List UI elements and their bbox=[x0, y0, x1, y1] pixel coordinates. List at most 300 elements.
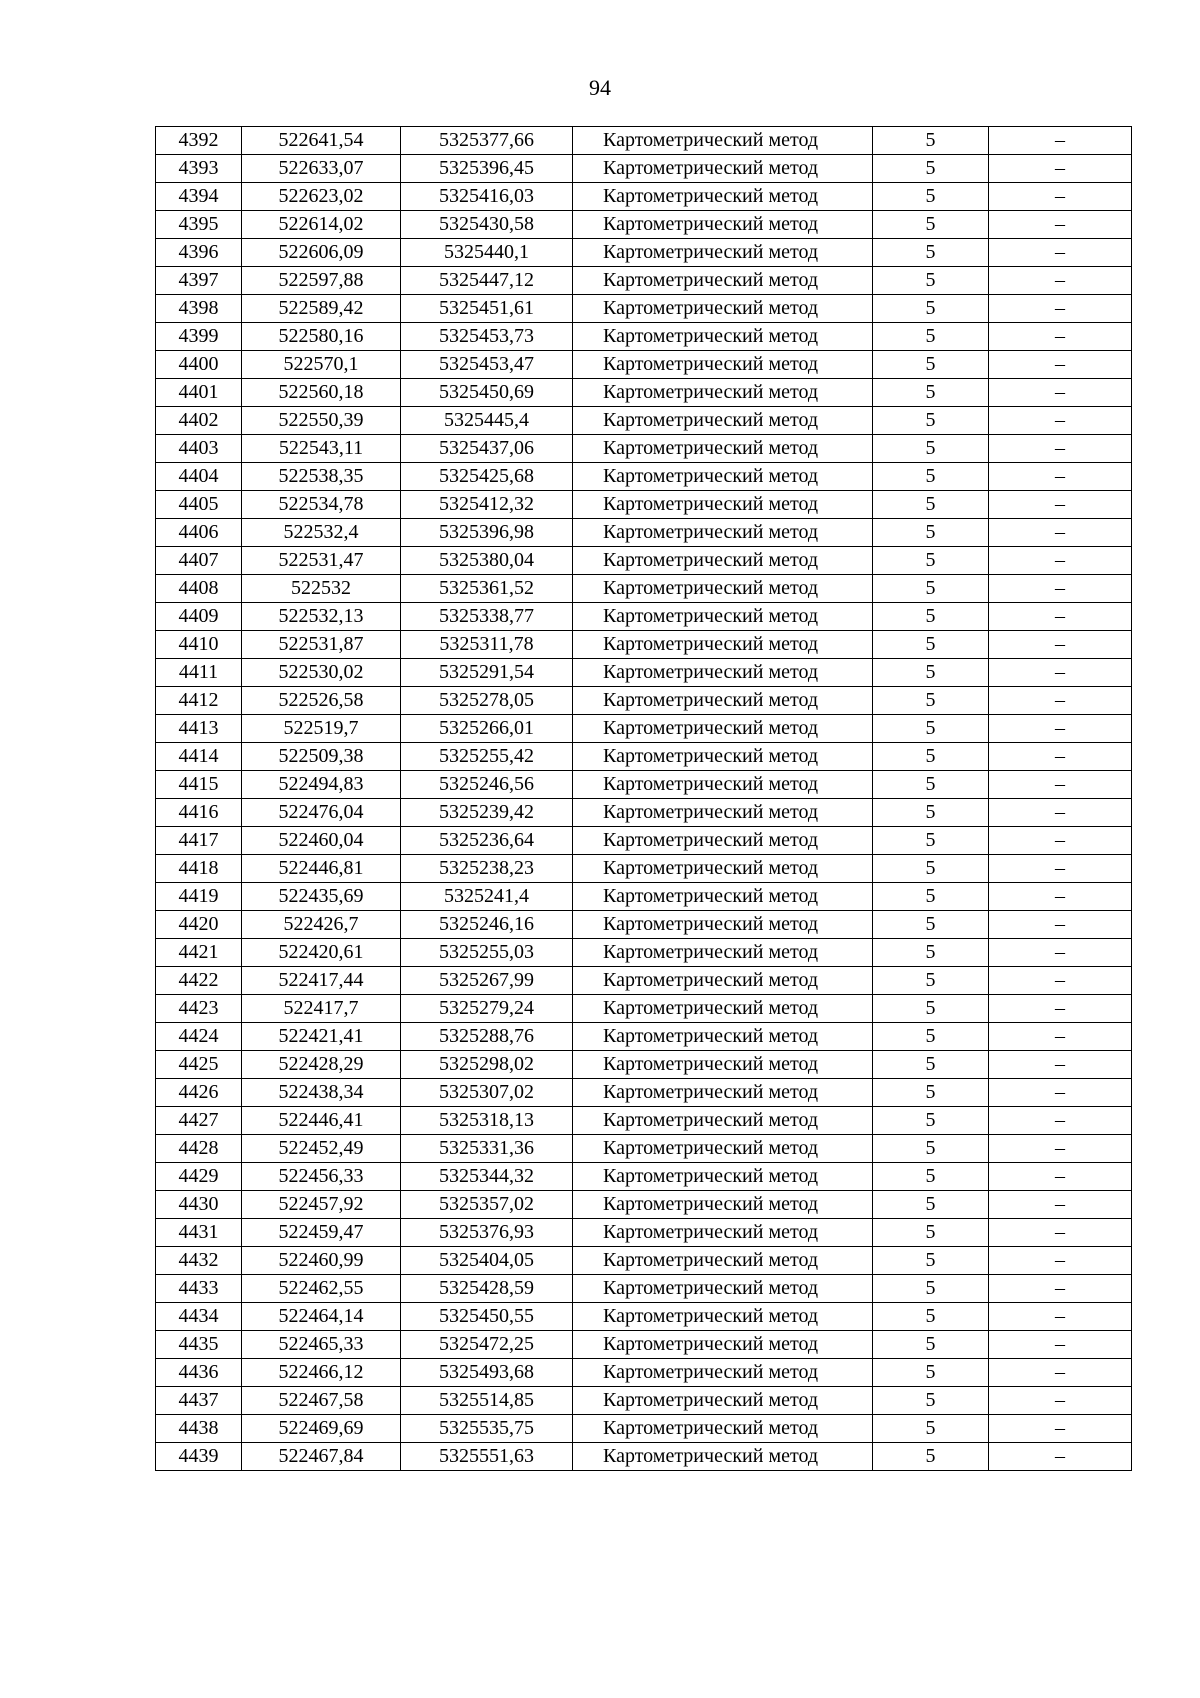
x-coordinate-cell: 522509,38 bbox=[242, 743, 401, 771]
point-number-cell: 4398 bbox=[156, 295, 242, 323]
method-cell: Картометрический метод bbox=[573, 799, 873, 827]
table-row bbox=[156, 1107, 1132, 1135]
y-coordinate-cell: 5325239,42 bbox=[401, 799, 573, 827]
method-cell: Картометрический метод bbox=[573, 1079, 873, 1107]
note-cell: – bbox=[989, 1023, 1132, 1051]
method-cell: Картометрический метод bbox=[573, 519, 873, 547]
table-row bbox=[156, 911, 1132, 939]
note-cell: – bbox=[989, 715, 1132, 743]
x-coordinate-cell: 522456,33 bbox=[242, 1163, 401, 1191]
table-row bbox=[156, 939, 1132, 967]
method-cell: Картометрический метод bbox=[573, 407, 873, 435]
point-number-cell: 4407 bbox=[156, 547, 242, 575]
point-number-cell: 4427 bbox=[156, 1107, 242, 1135]
point-number-cell: 4420 bbox=[156, 911, 242, 939]
method-cell: Картометрический метод bbox=[573, 1023, 873, 1051]
table-row bbox=[156, 435, 1132, 463]
point-number-cell: 4434 bbox=[156, 1303, 242, 1331]
method-cell: Картометрический метод bbox=[573, 155, 873, 183]
x-coordinate-cell: 522550,39 bbox=[242, 407, 401, 435]
method-cell: Картометрический метод bbox=[573, 1247, 873, 1275]
precision-cell: 5 bbox=[873, 715, 989, 743]
method-cell: Картометрический метод bbox=[573, 295, 873, 323]
x-coordinate-cell: 522459,47 bbox=[242, 1219, 401, 1247]
y-coordinate-cell: 5325453,73 bbox=[401, 323, 573, 351]
method-cell: Картометрический метод bbox=[573, 547, 873, 575]
y-coordinate-cell: 5325472,25 bbox=[401, 1331, 573, 1359]
y-coordinate-cell: 5325412,32 bbox=[401, 491, 573, 519]
method-cell: Картометрический метод bbox=[573, 715, 873, 743]
table-row bbox=[156, 295, 1132, 323]
method-cell: Картометрический метод bbox=[573, 127, 873, 155]
point-number-cell: 4432 bbox=[156, 1247, 242, 1275]
note-cell: – bbox=[989, 295, 1132, 323]
point-number-cell: 4396 bbox=[156, 239, 242, 267]
x-coordinate-cell: 522466,12 bbox=[242, 1359, 401, 1387]
y-coordinate-cell: 5325266,01 bbox=[401, 715, 573, 743]
point-number-cell: 4426 bbox=[156, 1079, 242, 1107]
table-row bbox=[156, 1415, 1132, 1443]
y-coordinate-cell: 5325447,12 bbox=[401, 267, 573, 295]
precision-cell: 5 bbox=[873, 1163, 989, 1191]
precision-cell: 5 bbox=[873, 771, 989, 799]
point-number-cell: 4400 bbox=[156, 351, 242, 379]
note-cell: – bbox=[989, 1331, 1132, 1359]
point-number-cell: 4409 bbox=[156, 603, 242, 631]
note-cell: – bbox=[989, 379, 1132, 407]
x-coordinate-cell: 522476,04 bbox=[242, 799, 401, 827]
x-coordinate-cell: 522532 bbox=[242, 575, 401, 603]
table-row bbox=[156, 771, 1132, 799]
precision-cell: 5 bbox=[873, 659, 989, 687]
point-number-cell: 4403 bbox=[156, 435, 242, 463]
point-number-cell: 4392 bbox=[156, 127, 242, 155]
x-coordinate-cell: 522446,41 bbox=[242, 1107, 401, 1135]
page-number: 94 bbox=[589, 75, 611, 100]
precision-cell: 5 bbox=[873, 1107, 989, 1135]
point-number-cell: 4437 bbox=[156, 1387, 242, 1415]
note-cell: – bbox=[989, 267, 1132, 295]
y-coordinate-cell: 5325450,55 bbox=[401, 1303, 573, 1331]
note-cell: – bbox=[989, 1219, 1132, 1247]
table-row bbox=[156, 715, 1132, 743]
x-coordinate-cell: 522531,87 bbox=[242, 631, 401, 659]
note-cell: – bbox=[989, 211, 1132, 239]
x-coordinate-cell: 522641,54 bbox=[242, 127, 401, 155]
note-cell: – bbox=[989, 855, 1132, 883]
note-cell: – bbox=[989, 155, 1132, 183]
point-number-cell: 4438 bbox=[156, 1415, 242, 1443]
x-coordinate-cell: 522534,78 bbox=[242, 491, 401, 519]
precision-cell: 5 bbox=[873, 1443, 989, 1471]
y-coordinate-cell: 5325451,61 bbox=[401, 295, 573, 323]
x-coordinate-cell: 522465,33 bbox=[242, 1331, 401, 1359]
point-number-cell: 4408 bbox=[156, 575, 242, 603]
precision-cell: 5 bbox=[873, 323, 989, 351]
y-coordinate-cell: 5325344,32 bbox=[401, 1163, 573, 1191]
note-cell: – bbox=[989, 351, 1132, 379]
note-cell: – bbox=[989, 1303, 1132, 1331]
y-coordinate-cell: 5325241,4 bbox=[401, 883, 573, 911]
precision-cell: 5 bbox=[873, 1079, 989, 1107]
x-coordinate-cell: 522519,7 bbox=[242, 715, 401, 743]
note-cell: – bbox=[989, 127, 1132, 155]
point-number-cell: 4410 bbox=[156, 631, 242, 659]
table-row bbox=[156, 1387, 1132, 1415]
x-coordinate-cell: 522560,18 bbox=[242, 379, 401, 407]
table-row bbox=[156, 1135, 1132, 1163]
x-coordinate-cell: 522457,92 bbox=[242, 1191, 401, 1219]
table-row bbox=[156, 799, 1132, 827]
y-coordinate-cell: 5325535,75 bbox=[401, 1415, 573, 1443]
method-cell: Картометрический метод bbox=[573, 771, 873, 799]
x-coordinate-cell: 522589,42 bbox=[242, 295, 401, 323]
y-coordinate-cell: 5325255,03 bbox=[401, 939, 573, 967]
precision-cell: 5 bbox=[873, 1191, 989, 1219]
point-number-cell: 4406 bbox=[156, 519, 242, 547]
method-cell: Картометрический метод bbox=[573, 995, 873, 1023]
precision-cell: 5 bbox=[873, 463, 989, 491]
note-cell: – bbox=[989, 491, 1132, 519]
y-coordinate-cell: 5325453,47 bbox=[401, 351, 573, 379]
x-coordinate-cell: 522438,34 bbox=[242, 1079, 401, 1107]
x-coordinate-cell: 522532,13 bbox=[242, 603, 401, 631]
y-coordinate-cell: 5325279,24 bbox=[401, 995, 573, 1023]
y-coordinate-cell: 5325416,03 bbox=[401, 183, 573, 211]
x-coordinate-cell: 522464,14 bbox=[242, 1303, 401, 1331]
y-coordinate-cell: 5325440,1 bbox=[401, 239, 573, 267]
precision-cell: 5 bbox=[873, 127, 989, 155]
table-row bbox=[156, 1163, 1132, 1191]
method-cell: Картометрический метод bbox=[573, 659, 873, 687]
note-cell: – bbox=[989, 771, 1132, 799]
method-cell: Картометрический метод bbox=[573, 1191, 873, 1219]
x-coordinate-cell: 522526,58 bbox=[242, 687, 401, 715]
y-coordinate-cell: 5325380,04 bbox=[401, 547, 573, 575]
x-coordinate-cell: 522420,61 bbox=[242, 939, 401, 967]
y-coordinate-cell: 5325278,05 bbox=[401, 687, 573, 715]
table-row bbox=[156, 855, 1132, 883]
precision-cell: 5 bbox=[873, 1051, 989, 1079]
note-cell: – bbox=[989, 687, 1132, 715]
note-cell: – bbox=[989, 799, 1132, 827]
method-cell: Картометрический метод bbox=[573, 1275, 873, 1303]
y-coordinate-cell: 5325445,4 bbox=[401, 407, 573, 435]
point-number-cell: 4418 bbox=[156, 855, 242, 883]
x-coordinate-cell: 522580,16 bbox=[242, 323, 401, 351]
y-coordinate-cell: 5325551,63 bbox=[401, 1443, 573, 1471]
point-number-cell: 4431 bbox=[156, 1219, 242, 1247]
x-coordinate-cell: 522606,09 bbox=[242, 239, 401, 267]
x-coordinate-cell: 522462,55 bbox=[242, 1275, 401, 1303]
precision-cell: 5 bbox=[873, 883, 989, 911]
method-cell: Картометрический метод bbox=[573, 939, 873, 967]
precision-cell: 5 bbox=[873, 407, 989, 435]
precision-cell: 5 bbox=[873, 267, 989, 295]
table-row bbox=[156, 267, 1132, 295]
x-coordinate-cell: 522460,04 bbox=[242, 827, 401, 855]
coordinates-table bbox=[155, 126, 1132, 1471]
y-coordinate-cell: 5325437,06 bbox=[401, 435, 573, 463]
precision-cell: 5 bbox=[873, 1387, 989, 1415]
method-cell: Картометрический метод bbox=[573, 239, 873, 267]
method-cell: Картометрический метод bbox=[573, 967, 873, 995]
precision-cell: 5 bbox=[873, 603, 989, 631]
table-row bbox=[156, 575, 1132, 603]
x-coordinate-cell: 522531,47 bbox=[242, 547, 401, 575]
method-cell: Картометрический метод bbox=[573, 911, 873, 939]
method-cell: Картометрический метод bbox=[573, 743, 873, 771]
point-number-cell: 4393 bbox=[156, 155, 242, 183]
table-row bbox=[156, 1247, 1132, 1275]
x-coordinate-cell: 522543,11 bbox=[242, 435, 401, 463]
method-cell: Картометрический метод bbox=[573, 687, 873, 715]
table-row bbox=[156, 379, 1132, 407]
x-coordinate-cell: 522446,81 bbox=[242, 855, 401, 883]
point-number-cell: 4399 bbox=[156, 323, 242, 351]
method-cell: Картометрический метод bbox=[573, 1135, 873, 1163]
y-coordinate-cell: 5325377,66 bbox=[401, 127, 573, 155]
method-cell: Картометрический метод bbox=[573, 211, 873, 239]
point-number-cell: 4401 bbox=[156, 379, 242, 407]
point-number-cell: 4425 bbox=[156, 1051, 242, 1079]
note-cell: – bbox=[989, 939, 1132, 967]
y-coordinate-cell: 5325404,05 bbox=[401, 1247, 573, 1275]
y-coordinate-cell: 5325428,59 bbox=[401, 1275, 573, 1303]
method-cell: Картометрический метод bbox=[573, 1387, 873, 1415]
method-cell: Картометрический метод bbox=[573, 323, 873, 351]
x-coordinate-cell: 522532,4 bbox=[242, 519, 401, 547]
point-number-cell: 4435 bbox=[156, 1331, 242, 1359]
note-cell: – bbox=[989, 1275, 1132, 1303]
table-row bbox=[156, 211, 1132, 239]
point-number-cell: 4429 bbox=[156, 1163, 242, 1191]
precision-cell: 5 bbox=[873, 995, 989, 1023]
y-coordinate-cell: 5325246,56 bbox=[401, 771, 573, 799]
table-row bbox=[156, 1219, 1132, 1247]
table-row bbox=[156, 1443, 1132, 1471]
method-cell: Картометрический метод bbox=[573, 575, 873, 603]
point-number-cell: 4430 bbox=[156, 1191, 242, 1219]
method-cell: Картометрический метод bbox=[573, 267, 873, 295]
y-coordinate-cell: 5325331,36 bbox=[401, 1135, 573, 1163]
note-cell: – bbox=[989, 1163, 1132, 1191]
precision-cell: 5 bbox=[873, 1303, 989, 1331]
table-row bbox=[156, 351, 1132, 379]
note-cell: – bbox=[989, 1443, 1132, 1471]
y-coordinate-cell: 5325288,76 bbox=[401, 1023, 573, 1051]
table-row bbox=[156, 827, 1132, 855]
point-number-cell: 4404 bbox=[156, 463, 242, 491]
note-cell: – bbox=[989, 407, 1132, 435]
point-number-cell: 4419 bbox=[156, 883, 242, 911]
table-row bbox=[156, 687, 1132, 715]
note-cell: – bbox=[989, 967, 1132, 995]
x-coordinate-cell: 522467,84 bbox=[242, 1443, 401, 1471]
note-cell: – bbox=[989, 463, 1132, 491]
table-row bbox=[156, 995, 1132, 1023]
method-cell: Картометрический метод bbox=[573, 1303, 873, 1331]
table-row bbox=[156, 1079, 1132, 1107]
x-coordinate-cell: 522570,1 bbox=[242, 351, 401, 379]
precision-cell: 5 bbox=[873, 1135, 989, 1163]
precision-cell: 5 bbox=[873, 743, 989, 771]
precision-cell: 5 bbox=[873, 491, 989, 519]
y-coordinate-cell: 5325267,99 bbox=[401, 967, 573, 995]
method-cell: Картометрический метод bbox=[573, 1051, 873, 1079]
x-coordinate-cell: 522597,88 bbox=[242, 267, 401, 295]
point-number-cell: 4422 bbox=[156, 967, 242, 995]
note-cell: – bbox=[989, 827, 1132, 855]
y-coordinate-cell: 5325255,42 bbox=[401, 743, 573, 771]
precision-cell: 5 bbox=[873, 435, 989, 463]
table-row bbox=[156, 239, 1132, 267]
table-row bbox=[156, 323, 1132, 351]
method-cell: Картометрический метод bbox=[573, 351, 873, 379]
precision-cell: 5 bbox=[873, 1331, 989, 1359]
y-coordinate-cell: 5325396,98 bbox=[401, 519, 573, 547]
point-number-cell: 4439 bbox=[156, 1443, 242, 1471]
note-cell: – bbox=[989, 1135, 1132, 1163]
method-cell: Картометрический метод bbox=[573, 883, 873, 911]
note-cell: – bbox=[989, 575, 1132, 603]
table-row bbox=[156, 183, 1132, 211]
precision-cell: 5 bbox=[873, 575, 989, 603]
precision-cell: 5 bbox=[873, 827, 989, 855]
precision-cell: 5 bbox=[873, 1415, 989, 1443]
note-cell: – bbox=[989, 911, 1132, 939]
precision-cell: 5 bbox=[873, 155, 989, 183]
note-cell: – bbox=[989, 323, 1132, 351]
point-number-cell: 4417 bbox=[156, 827, 242, 855]
table-row bbox=[156, 603, 1132, 631]
precision-cell: 5 bbox=[873, 855, 989, 883]
precision-cell: 5 bbox=[873, 911, 989, 939]
precision-cell: 5 bbox=[873, 519, 989, 547]
method-cell: Картометрический метод bbox=[573, 827, 873, 855]
point-number-cell: 4397 bbox=[156, 267, 242, 295]
x-coordinate-cell: 522426,7 bbox=[242, 911, 401, 939]
point-number-cell: 4414 bbox=[156, 743, 242, 771]
y-coordinate-cell: 5325376,93 bbox=[401, 1219, 573, 1247]
y-coordinate-cell: 5325338,77 bbox=[401, 603, 573, 631]
precision-cell: 5 bbox=[873, 379, 989, 407]
y-coordinate-cell: 5325357,02 bbox=[401, 1191, 573, 1219]
point-number-cell: 4433 bbox=[156, 1275, 242, 1303]
x-coordinate-cell: 522494,83 bbox=[242, 771, 401, 799]
table-row bbox=[156, 967, 1132, 995]
point-number-cell: 4415 bbox=[156, 771, 242, 799]
x-coordinate-cell: 522614,02 bbox=[242, 211, 401, 239]
table-row bbox=[156, 519, 1132, 547]
method-cell: Картометрический метод bbox=[573, 855, 873, 883]
note-cell: – bbox=[989, 1415, 1132, 1443]
note-cell: – bbox=[989, 239, 1132, 267]
point-number-cell: 4424 bbox=[156, 1023, 242, 1051]
precision-cell: 5 bbox=[873, 547, 989, 575]
precision-cell: 5 bbox=[873, 687, 989, 715]
table-row bbox=[156, 1051, 1132, 1079]
y-coordinate-cell: 5325311,78 bbox=[401, 631, 573, 659]
method-cell: Картометрический метод bbox=[573, 183, 873, 211]
precision-cell: 5 bbox=[873, 967, 989, 995]
note-cell: – bbox=[989, 631, 1132, 659]
precision-cell: 5 bbox=[873, 211, 989, 239]
method-cell: Картометрический метод bbox=[573, 463, 873, 491]
precision-cell: 5 bbox=[873, 799, 989, 827]
y-coordinate-cell: 5325307,02 bbox=[401, 1079, 573, 1107]
x-coordinate-cell: 522469,69 bbox=[242, 1415, 401, 1443]
precision-cell: 5 bbox=[873, 939, 989, 967]
point-number-cell: 4402 bbox=[156, 407, 242, 435]
y-coordinate-cell: 5325396,45 bbox=[401, 155, 573, 183]
method-cell: Картометрический метод bbox=[573, 603, 873, 631]
point-number-cell: 4423 bbox=[156, 995, 242, 1023]
table-row bbox=[156, 1275, 1132, 1303]
precision-cell: 5 bbox=[873, 1247, 989, 1275]
method-cell: Картометрический метод bbox=[573, 1359, 873, 1387]
note-cell: – bbox=[989, 603, 1132, 631]
method-cell: Картометрический метод bbox=[573, 379, 873, 407]
precision-cell: 5 bbox=[873, 1359, 989, 1387]
method-cell: Картометрический метод bbox=[573, 631, 873, 659]
method-cell: Картометрический метод bbox=[573, 491, 873, 519]
method-cell: Картометрический метод bbox=[573, 1107, 873, 1135]
table-row bbox=[156, 1331, 1132, 1359]
precision-cell: 5 bbox=[873, 631, 989, 659]
table-row bbox=[156, 491, 1132, 519]
x-coordinate-cell: 522633,07 bbox=[242, 155, 401, 183]
table-row bbox=[156, 463, 1132, 491]
x-coordinate-cell: 522417,44 bbox=[242, 967, 401, 995]
precision-cell: 5 bbox=[873, 183, 989, 211]
note-cell: – bbox=[989, 519, 1132, 547]
point-number-cell: 4405 bbox=[156, 491, 242, 519]
note-cell: – bbox=[989, 1387, 1132, 1415]
y-coordinate-cell: 5325425,68 bbox=[401, 463, 573, 491]
method-cell: Картометрический метод bbox=[573, 1331, 873, 1359]
note-cell: – bbox=[989, 1359, 1132, 1387]
table-row bbox=[156, 659, 1132, 687]
table-row bbox=[156, 1303, 1132, 1331]
method-cell: Картометрический метод bbox=[573, 1443, 873, 1471]
note-cell: – bbox=[989, 995, 1132, 1023]
y-coordinate-cell: 5325450,69 bbox=[401, 379, 573, 407]
precision-cell: 5 bbox=[873, 295, 989, 323]
precision-cell: 5 bbox=[873, 1219, 989, 1247]
table-row bbox=[156, 155, 1132, 183]
note-cell: – bbox=[989, 743, 1132, 771]
x-coordinate-cell: 522623,02 bbox=[242, 183, 401, 211]
point-number-cell: 4413 bbox=[156, 715, 242, 743]
y-coordinate-cell: 5325298,02 bbox=[401, 1051, 573, 1079]
note-cell: – bbox=[989, 547, 1132, 575]
note-cell: – bbox=[989, 1247, 1132, 1275]
table-row bbox=[156, 547, 1132, 575]
method-cell: Картометрический метод bbox=[573, 1415, 873, 1443]
table-row bbox=[156, 407, 1132, 435]
note-cell: – bbox=[989, 435, 1132, 463]
table-row bbox=[156, 1023, 1132, 1051]
method-cell: Картометрический метод bbox=[573, 1163, 873, 1191]
x-coordinate-cell: 522417,7 bbox=[242, 995, 401, 1023]
note-cell: – bbox=[989, 183, 1132, 211]
precision-cell: 5 bbox=[873, 1275, 989, 1303]
point-number-cell: 4416 bbox=[156, 799, 242, 827]
note-cell: – bbox=[989, 1191, 1132, 1219]
y-coordinate-cell: 5325291,54 bbox=[401, 659, 573, 687]
table-row bbox=[156, 743, 1132, 771]
